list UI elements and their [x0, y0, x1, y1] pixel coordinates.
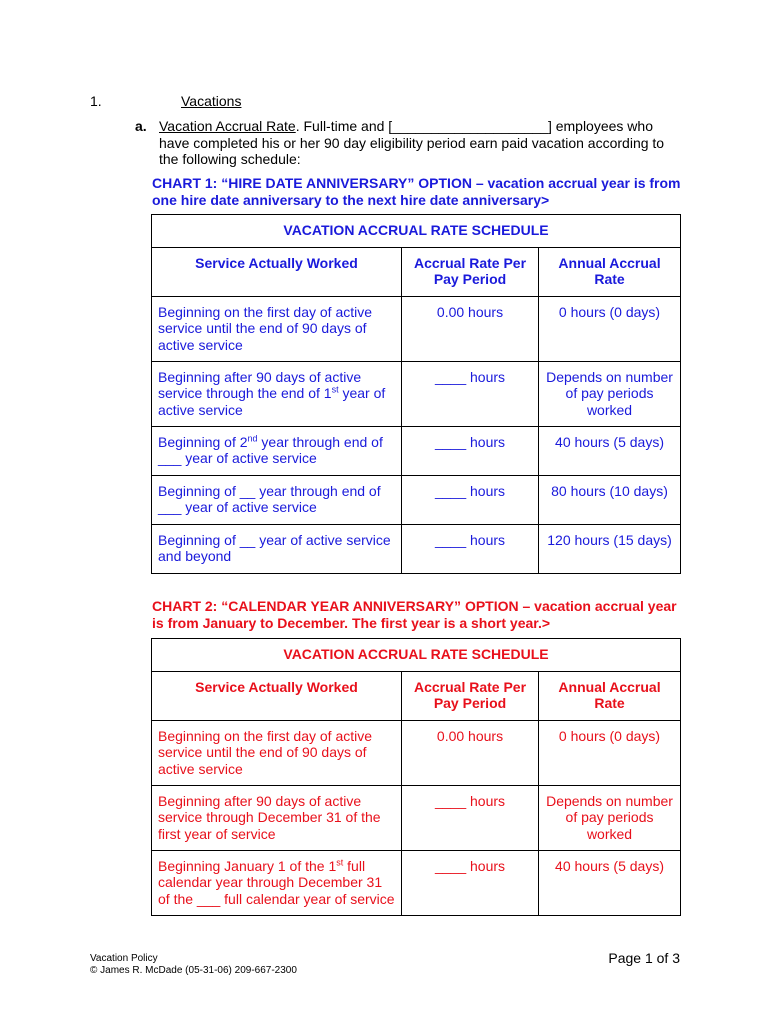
col-header-service: Service Actually Worked — [152, 247, 402, 296]
chart2-title-row — [152, 639, 681, 672]
col-header-rate: Accrual Rate Per Pay Period — [402, 247, 539, 296]
chart2-heading: CHART 2: “CALENDAR YEAR ANNIVERSARY” OPTION – vacation accrual year is from January to December. The first year is a short year.> — [152, 598, 677, 631]
item-text-1: . Full-time and [ — [295, 118, 393, 134]
footer-doc-name: Vacation Policy — [90, 953, 158, 964]
chart1-table — [151, 214, 681, 574]
table-row — [152, 720, 681, 785]
service-text: year through end of ___ year of active service — [158, 433, 383, 466]
service-text: year of active service — [158, 385, 386, 418]
rate-cell: ____ hours — [402, 850, 539, 915]
service-text: Beginning of 2 — [158, 433, 248, 450]
item-text-2: ] employees who have completed his or her 90 day eligibility period earn paid vacation according to the following schedule: — [159, 118, 665, 167]
service-cell — [152, 850, 402, 915]
rate-cell: 0.00 hours — [402, 296, 539, 361]
rate-cell: ____ hours — [402, 361, 539, 426]
col-header-rate: Accrual Rate Per Pay Period — [402, 671, 539, 720]
section-title: Vacations — [181, 93, 242, 109]
table-row — [152, 361, 681, 426]
footer-left — [90, 953, 297, 977]
table-row — [152, 850, 681, 915]
table-row — [152, 524, 681, 573]
employee-type-blank: ____________________ — [392, 118, 548, 134]
ordinal-suffix: st — [331, 384, 339, 395]
ordinal-suffix: nd — [247, 432, 258, 443]
service-text: Beginning January 1 of the 1 — [158, 857, 337, 874]
rate-cell: ____ hours — [402, 426, 539, 475]
col-header-service: Service Actually Worked — [152, 671, 402, 720]
annual-cell: 120 hours (15 days) — [539, 524, 681, 573]
rate-cell: ____ hours — [402, 785, 539, 850]
annual-cell: 0 hours (0 days) — [539, 296, 681, 361]
chart1-title-row — [152, 215, 681, 248]
table-row — [152, 426, 681, 475]
service-cell: Beginning after 90 days of active service through December 31 of the first year of service — [152, 785, 402, 850]
service-text: Beginning after 90 days of active service through the end of 1 — [158, 368, 362, 401]
table-row — [152, 475, 681, 524]
item-label: Vacation Accrual Rate — [159, 118, 296, 134]
chart1-table-title: VACATION ACCRUAL RATE SCHEDULE — [152, 215, 681, 248]
annual-cell: 0 hours (0 days) — [539, 720, 681, 785]
service-cell: Beginning on the first day of active service until the end of 90 days of active service — [152, 720, 402, 785]
table-row — [152, 296, 681, 361]
service-cell: Beginning on the first day of active service until the end of 90 days of active service — [152, 296, 402, 361]
service-text: full calendar year through December 31 of the ___ full calendar year of service — [158, 857, 395, 907]
service-cell: Beginning of __ year of active service and beyond — [152, 524, 402, 573]
col-header-annual: Annual Accrual Rate — [539, 247, 681, 296]
table-row — [152, 785, 681, 850]
chart2-table-title: VACATION ACCRUAL RATE SCHEDULE — [152, 639, 681, 672]
service-cell — [152, 361, 402, 426]
annual-cell: 80 hours (10 days) — [539, 475, 681, 524]
annual-cell: Depends on number of pay periods worked — [539, 361, 681, 426]
annual-cell: 40 hours (5 days) — [539, 850, 681, 915]
rate-cell: 0.00 hours — [402, 720, 539, 785]
item-letter: a. — [135, 118, 147, 134]
section-number: 1. — [90, 93, 102, 109]
chart2-table — [151, 638, 681, 916]
rate-cell: ____ hours — [402, 524, 539, 573]
rate-cell: ____ hours — [402, 475, 539, 524]
annual-cell: Depends on number of pay periods worked — [539, 785, 681, 850]
chart1-header-row — [152, 247, 681, 296]
chart2-header-row — [152, 671, 681, 720]
col-header-annual: Annual Accrual Rate — [539, 671, 681, 720]
item-paragraph — [159, 118, 679, 168]
page-number: Page 1 of 3 — [608, 950, 680, 966]
service-cell: Beginning of __ year through end of ___ year of active service — [152, 475, 402, 524]
chart1-heading: CHART 1: “HIRE DATE ANNIVERSARY” OPTION – vacation accrual year is from one hire date anniversary to the next hire date anniversary> — [152, 175, 681, 208]
service-cell — [152, 426, 402, 475]
ordinal-suffix: st — [336, 856, 344, 867]
annual-cell: 40 hours (5 days) — [539, 426, 681, 475]
footer-copyright: © James R. McDade (05-31-06) 209-667-2300 — [90, 965, 297, 976]
